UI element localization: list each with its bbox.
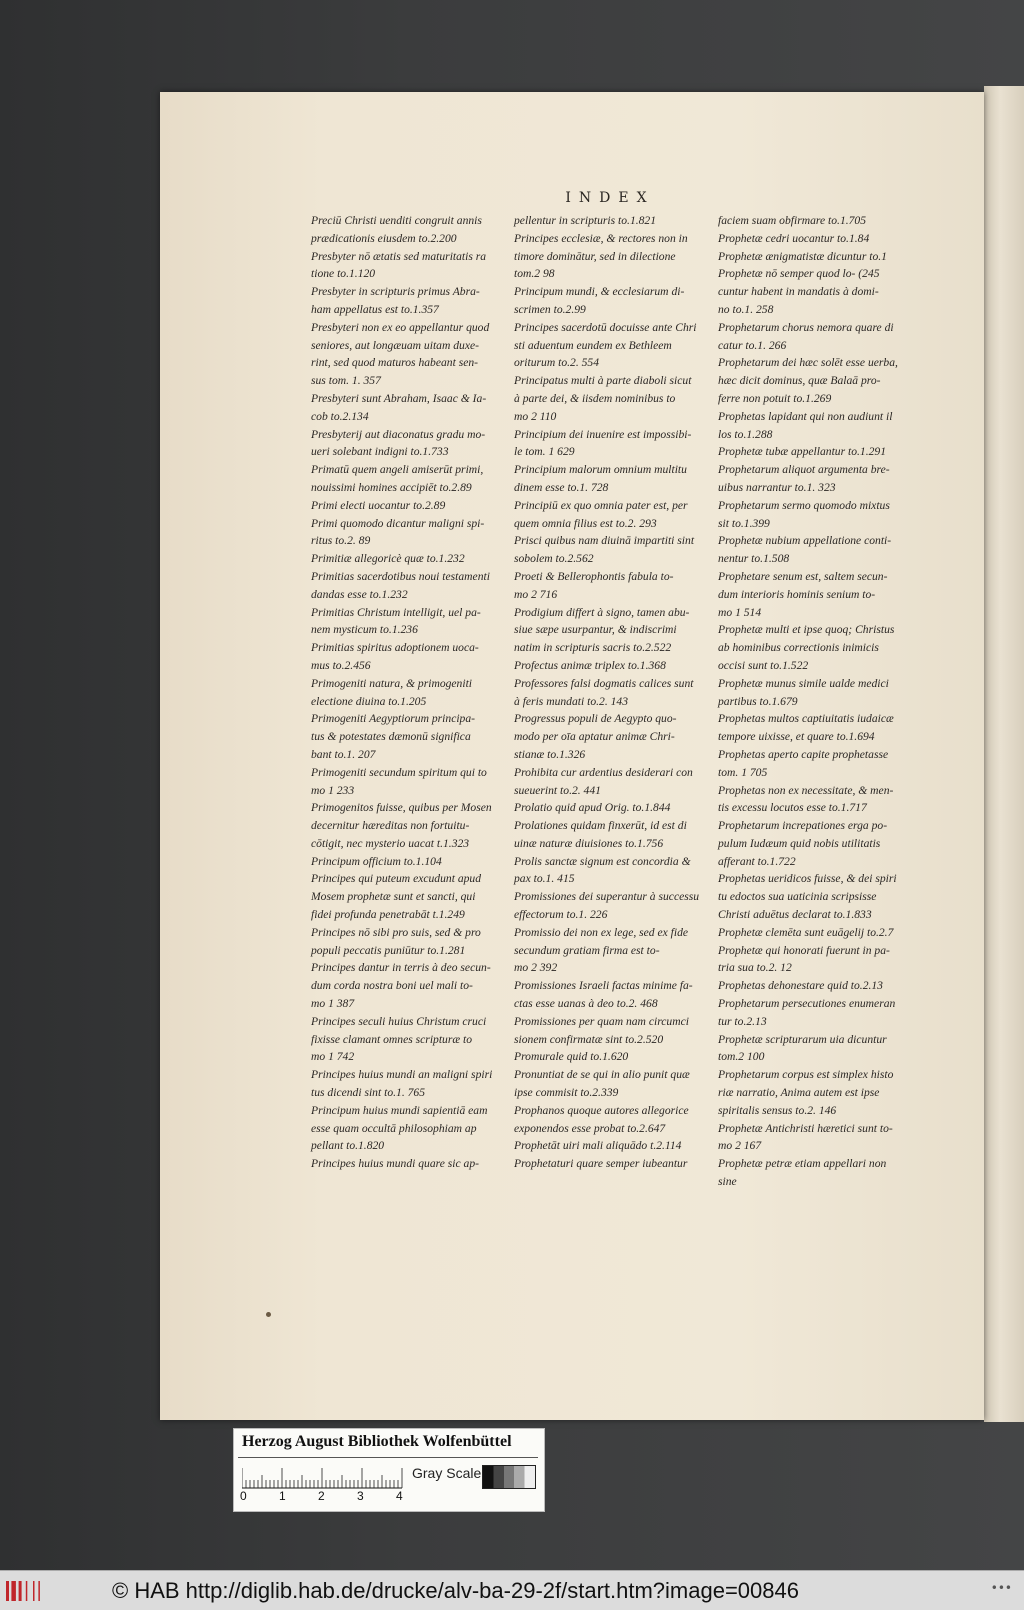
index-entry-line: tur to.2.13 <box>718 1014 767 1028</box>
index-entry-line: Principium malorum omnium multitu <box>514 463 687 477</box>
index-entry-line: afferant to.1.722 <box>718 854 796 868</box>
index-entry-line: Primitias spiritus adoptionem uoca- <box>311 641 479 655</box>
index-entry-line: Prophetæ tubæ appellantur to.1.291 <box>718 445 887 459</box>
index-entry-line: pulum Iudæum quid nobis utilitatis <box>718 836 881 850</box>
ruler-number: 0 <box>240 1489 247 1503</box>
index-entry-line: nentur to.1.508 <box>718 552 790 566</box>
index-entry-line: Preciū Christi uenditi congruit annis <box>311 214 482 227</box>
index-entry-line: Prophetarum corpus est simplex histo <box>718 1068 894 1082</box>
index-entry-line: Prophetæ ænigmatistæ dicuntur to.1 <box>718 249 887 263</box>
index-entry-line: Prodigium differt à signo, tamen abu- <box>514 605 690 619</box>
index-entry-line: populi peccatis puniūtur to.1.281 <box>311 943 466 957</box>
index-entry-line: fidei profunda penetrabāt t.1.249 <box>311 908 465 922</box>
index-entry-line: Progressus populi de Aegypto quo- <box>514 712 677 726</box>
index-entry-line: occisi sunt to.1.522 <box>718 658 809 672</box>
index-entry-line: ritus to.2. 89 <box>311 534 371 548</box>
gray-scale-label: Gray Scale <box>412 1465 482 1481</box>
index-entry-line: oriturum to.2. 554 <box>514 356 600 370</box>
index-entry-line: Primi quomodo dicantur maligni spi- <box>311 516 485 530</box>
index-entry-line: tom.2 98 <box>514 267 555 281</box>
index-column-1 <box>311 212 509 1173</box>
index-entry-line: tione to.1.120 <box>311 267 376 281</box>
index-entry-line: Principes huius mundi an maligni spiri <box>311 1068 493 1082</box>
index-entry-line: bant to.1. 207 <box>311 747 376 761</box>
index-entry-line: tempore uixisse, et quare to.1.694 <box>718 730 875 744</box>
index-entry-line: Profectus animæ triplex to.1.368 <box>514 658 666 672</box>
index-entry-line: Principes sacerdotū docuisse ante Chri <box>514 320 697 334</box>
index-entry-line: quem omnia filius est to.2. 293 <box>514 516 657 530</box>
index-entry-line: sti aduentum eundem ex Bethleem <box>514 338 672 352</box>
index-entry-line: uibus narrantur to.1. 323 <box>718 480 836 494</box>
index-entry-line: tu edoctos sua uaticinia scripsisse <box>718 890 877 904</box>
adjacent-page-edge <box>984 86 1024 1422</box>
index-entry-line: dum corda nostra boni uel mali to- <box>311 979 473 993</box>
index-entry-line: Prophetarum dei hæc solēt esse uerba, <box>718 356 898 370</box>
index-entry-line: stianæ to.1.326 <box>514 747 586 761</box>
index-entry-line: mus to.2.456 <box>311 658 371 672</box>
index-entry-line: Principes ecclesiæ, & rectores non in <box>514 231 688 245</box>
index-entry-line: exponendos esse probat to.2.647 <box>514 1121 666 1135</box>
page-mark <box>266 1312 271 1317</box>
index-entry-line: Principum mundi, & ecclesiarum di- <box>514 285 685 299</box>
index-entry-line: Principum huius mundi sapientiā eam <box>311 1103 488 1117</box>
index-entry-line: sit to.1.399 <box>718 516 770 530</box>
index-entry-line: sionem confirmatæ sint to.2.520 <box>514 1032 664 1046</box>
index-entry-line: Prophetarum increpationes erga po- <box>718 819 888 833</box>
index-entry-line: Primitias sacerdotibus noui testamenti <box>311 569 490 583</box>
index-entry-line: tus dicendi sint to.1. 765 <box>311 1086 426 1100</box>
index-entry-line: Prophetæ munus simile ualde medici <box>718 676 889 690</box>
index-entry-line: Prophetarum persecutiones enumeran <box>718 997 896 1011</box>
index-entry-line: partibus to.1.679 <box>718 694 798 708</box>
index-entry-line: Prophetas aperto capite prophetasse <box>718 747 889 761</box>
index-entry-line: tria sua to.2. 12 <box>718 961 792 975</box>
index-entry-line: Primatū quem angeli amiserūt primi, <box>311 463 484 477</box>
index-entry-line: cob to.2.134 <box>311 409 369 423</box>
index-entry-line: Prophetare senum est, saltem secun- <box>718 569 888 583</box>
index-entry-line: spiritalis sensus to.2. 146 <box>718 1103 837 1117</box>
index-entry-line: Prolis sanctæ signum est concordia & <box>514 854 691 868</box>
index-entry-line: Primitiæ allegoricè quæ to.1.232 <box>311 552 465 566</box>
index-entry-line: ipse commisit to.2.339 <box>514 1086 619 1100</box>
ruler-number: 3 <box>357 1489 364 1503</box>
index-entry-line: Prophetarum aliquot argumenta bre- <box>718 463 890 477</box>
index-entry-line: Prophetāt uiri mali aliquādo t.2.114 <box>514 1139 682 1153</box>
index-entry-line: Promissiones per quam nam circumci <box>514 1014 689 1028</box>
index-entry-line: Prophetæ Antichristi hæretici sunt to- <box>718 1121 893 1135</box>
index-entry-line: uinæ naturæ diuisiones to.1.756 <box>514 836 664 850</box>
index-entry-line: Prophetæ clemēta sunt euāgelij to.2.7 <box>718 925 894 939</box>
index-entry-line: pellentur in scripturis to.1.821 <box>514 214 657 227</box>
index-entry-line: Christi aduētus declarat to.1.833 <box>718 908 872 922</box>
index-entry-line: hæc dicit dominus, quæ Balaā pro- <box>718 374 881 388</box>
index-entry-line: Promissiones Israeli factas minime fa- <box>514 979 693 993</box>
index-column-2 <box>514 212 712 1173</box>
index-entry-line: Prolatio quid apud Orig. to.1.844 <box>514 801 671 815</box>
index-entry-line: Promurale quid to.1.620 <box>514 1050 629 1064</box>
index-entry-line: ab hominibus correctionis inimicis <box>718 641 879 655</box>
index-entry-line: Prophetas non ex necessitate, & men- <box>718 783 894 797</box>
index-entry-line: Prophetæ multi et ipse quoq; Christus <box>718 623 895 637</box>
more-dots-icon[interactable]: ••• <box>990 1581 1012 1595</box>
index-entry-line: los to.1.288 <box>718 427 773 441</box>
index-entry-line: secundum gratiam firma est to- <box>514 943 660 957</box>
viewer-footer <box>0 1570 1024 1610</box>
ruler-number: 2 <box>318 1489 325 1503</box>
index-entry-line: Presbyter nō ætatis sed maturitatis ra <box>311 249 487 263</box>
index-entry-line: Principes seculi huius Christum cruci <box>311 1014 487 1028</box>
index-entry-line: seniores, aut longæuam uitam duxe- <box>311 338 479 352</box>
index-entry-line: le tom. 1 629 <box>514 445 575 459</box>
index-entry-line: timore dominātur, sed in dilectione <box>514 249 676 263</box>
index-entry-line: Principatus multi à parte diaboli sicut <box>514 374 692 388</box>
index-entry-line: Prophetas multos captiuitatis iudaicæ <box>718 712 894 726</box>
index-entry-line: Pronuntiat de se qui in alio punit quæ <box>514 1068 690 1082</box>
index-entry-line: tus & potestates dæmonū significa <box>311 730 471 744</box>
index-entry-line: Principium dei inuenire est impossibi- <box>514 427 692 441</box>
index-entry-line: faciem suam obfirmare to.1.705 <box>718 214 867 227</box>
index-entry-line: fixisse clamant omnes scripturæ to <box>311 1032 473 1046</box>
index-entry-line: dinem esse to.1. 728 <box>514 480 609 494</box>
index-entry-line: decernitur hæreditas non fortuitu- <box>311 819 470 833</box>
index-entry-line: Prisci quibus nam diuinā impartiti sint <box>514 534 695 548</box>
index-entry-line: Promissio dei non ex lege, sed ex fide <box>514 925 689 939</box>
index-entry-line: Prophetæ qui honorati fuerunt in pa- <box>718 943 890 957</box>
index-entry-line: Prophetas lapidant qui non audiunt il <box>718 409 893 423</box>
index-entry-line: nouissimi homines accipiēt to.2.89 <box>311 480 472 494</box>
index-column-3 <box>718 212 916 1191</box>
index-entry-line: Principes dantur in terris à deo secun- <box>311 961 491 975</box>
index-entry-line: Professores falsi dogmatis calices sunt <box>514 676 694 690</box>
index-entry-line: dum interioris hominis senium to- <box>718 587 876 601</box>
index-entry-line: esse quam occultā philosophiam ap <box>311 1121 477 1135</box>
index-entry-line: Primogeniti secundum spiritum qui to <box>311 765 487 779</box>
index-entry-line: cōtigit, nec mysterio uacat t.1.323 <box>311 836 470 850</box>
index-entry-line: Primogenitos fuisse, quibus per Mosen <box>311 801 492 815</box>
index-entry-line: prædicationis eiusdem to.2.200 <box>311 231 457 245</box>
index-entry-line: pellant to.1.820 <box>311 1139 385 1153</box>
index-entry-line: Promissiones dei superantur à successu <box>514 890 700 904</box>
index-entry-line: Prolationes quidam finxerūt, id est di <box>514 819 687 833</box>
index-entry-line: mo 2 110 <box>514 409 557 423</box>
index-entry-line: Prophetæ nubium appellatione conti- <box>718 534 892 548</box>
index-entry-line: tis excessu locutos esse to.1.717 <box>718 801 867 815</box>
library-label <box>233 1428 545 1512</box>
index-entry-line: cuntur habent in mandatis à domi- <box>718 285 879 299</box>
index-entry-line: siue sæpe usurpantur, & indiscrimi <box>514 623 677 637</box>
running-head: INDEX <box>565 190 655 206</box>
index-entry-line: Principum officium to.1.104 <box>311 854 442 868</box>
index-entry-line: Prohibita cur ardentius desiderari con <box>514 765 693 779</box>
index-entry-line: Presbyter in scripturis primus Abra- <box>311 285 480 299</box>
index-entry-line: dandas esse to.1.232 <box>311 587 408 601</box>
index-entry-line: Presbyteri sunt Abraham, Isaac & Ia- <box>311 391 487 405</box>
index-entry-line: mo 2 716 <box>514 587 558 601</box>
index-entry-line: mo 1 742 <box>311 1050 355 1064</box>
index-entry-line: Principiū ex quo omnia pater est, per <box>514 498 688 512</box>
index-entry-line: Prophanos quoque autores allegorice <box>514 1103 689 1117</box>
index-entry-line: Prophetarum sermo quomodo mixtus <box>718 498 890 512</box>
index-entry-line: Presbyterij aut diaconatus gradu mo- <box>311 427 486 441</box>
ruler-number: 1 <box>279 1489 286 1503</box>
index-entry-line: rint, sed quod maturos habeant sen- <box>311 356 479 370</box>
index-entry-line: Proeti & Bellerophontis fabula to- <box>514 569 674 583</box>
barcode-logo-icon <box>6 1579 48 1603</box>
index-entry-line: Principes huius mundi quare sic ap- <box>311 1157 479 1171</box>
index-entry-line: Primogeniti natura, & primogeniti <box>311 676 473 690</box>
gray-scale-swatch <box>482 1465 536 1489</box>
index-entry-line: ferre non potuit to.1.269 <box>718 391 832 405</box>
index-entry-line: mo 2 392 <box>514 961 558 975</box>
index-entry-line: Prophetæ petræ etiam appellari non <box>718 1157 887 1171</box>
index-entry-line: no to.1. 258 <box>718 302 774 316</box>
index-entry-line: à feris mundati to.2. 143 <box>514 694 629 708</box>
index-entry-line: Mosem prophetæ sunt et sancti, qui <box>311 890 476 904</box>
copyright-url[interactable]: © HAB http://diglib.hab.de/drucke/alv-ba-29-2f/start.htm?image=00846 <box>112 1578 799 1603</box>
label-divider <box>238 1457 538 1458</box>
index-entry-line: ueri solebant indigni to.1.733 <box>311 445 449 459</box>
index-entry-line: ctas esse uanas à deo to.2. 468 <box>514 997 658 1011</box>
index-entry-line: Primi electi uocantur to.2.89 <box>311 498 446 512</box>
index-entry-line: Prophetas ueridicos fuisse, & dei spiri <box>718 872 897 886</box>
index-entry-line: catur to.1. 266 <box>718 338 787 352</box>
index-entry-line: natim in scripturis sacris to.2.522 <box>514 641 672 655</box>
index-entry-line: pax to.1. 415 <box>514 872 575 886</box>
index-entry-line: Primitias Christum intelligit, uel pa- <box>311 605 481 619</box>
index-entry-line: Presbyteri non ex eo appellantur quod <box>311 320 490 334</box>
index-entry-line: Prophetæ scripturarum uia dicuntur <box>718 1032 887 1046</box>
index-entry-line: Principes nō sibi pro suis, sed & pro <box>311 925 481 939</box>
index-entry-line: Principes qui puteum excudunt apud <box>311 872 482 886</box>
index-entry-line: effectorum to.1. 226 <box>514 908 608 922</box>
index-entry-line: Prophetaturi quare semper iubeantur <box>514 1157 688 1171</box>
index-entry-line: sine <box>718 1175 737 1189</box>
index-entry-line: sobolem to.2.562 <box>514 552 594 566</box>
index-entry-line: Prophetæ cedri uocantur to.1.84 <box>718 231 870 245</box>
index-entry-line: sus tom. 1. 357 <box>311 374 381 388</box>
scale-ruler <box>242 1463 404 1489</box>
index-entry-line: mo 2 167 <box>718 1139 762 1153</box>
index-entry-line: sueuerint to.2. 441 <box>514 783 601 797</box>
index-entry-line: Primogeniti Aegyptiorum principa- <box>311 712 476 726</box>
index-entry-line: Prophetarum chorus nemora quare di <box>718 320 894 334</box>
index-entry-line: electione diuina to.1.205 <box>311 694 427 708</box>
index-entry-line: tom.2 100 <box>718 1050 765 1064</box>
index-entry-line: tom. 1 705 <box>718 765 768 779</box>
index-entry-line: modo per oīa aptatur animæ Chri- <box>514 730 675 744</box>
index-entry-line: riæ narratio, Anima autem est ipse <box>718 1086 880 1100</box>
index-entry-line: nem mysticum to.1.236 <box>311 623 418 637</box>
index-entry-line: mo 1 233 <box>311 783 355 797</box>
index-entry-line: mo 1 514 <box>718 605 762 619</box>
index-entry-line: Prophetæ nō semper quod lo- (245 <box>718 267 880 281</box>
index-entry-line: scrimen to.2.99 <box>514 302 586 316</box>
index-entry-line: à parte dei, & iisdem nominibus to <box>514 391 676 405</box>
ruler-number: 4 <box>396 1489 403 1503</box>
index-entry-line: mo 1 387 <box>311 997 355 1011</box>
index-entry-line: Prophetas dehonestare quid to.2.13 <box>718 979 883 993</box>
library-label-title: Herzog August Bibliothek Wolfenbüttel <box>242 1433 512 1450</box>
index-entry-line: ham appellatus est to.1.357 <box>311 302 439 316</box>
